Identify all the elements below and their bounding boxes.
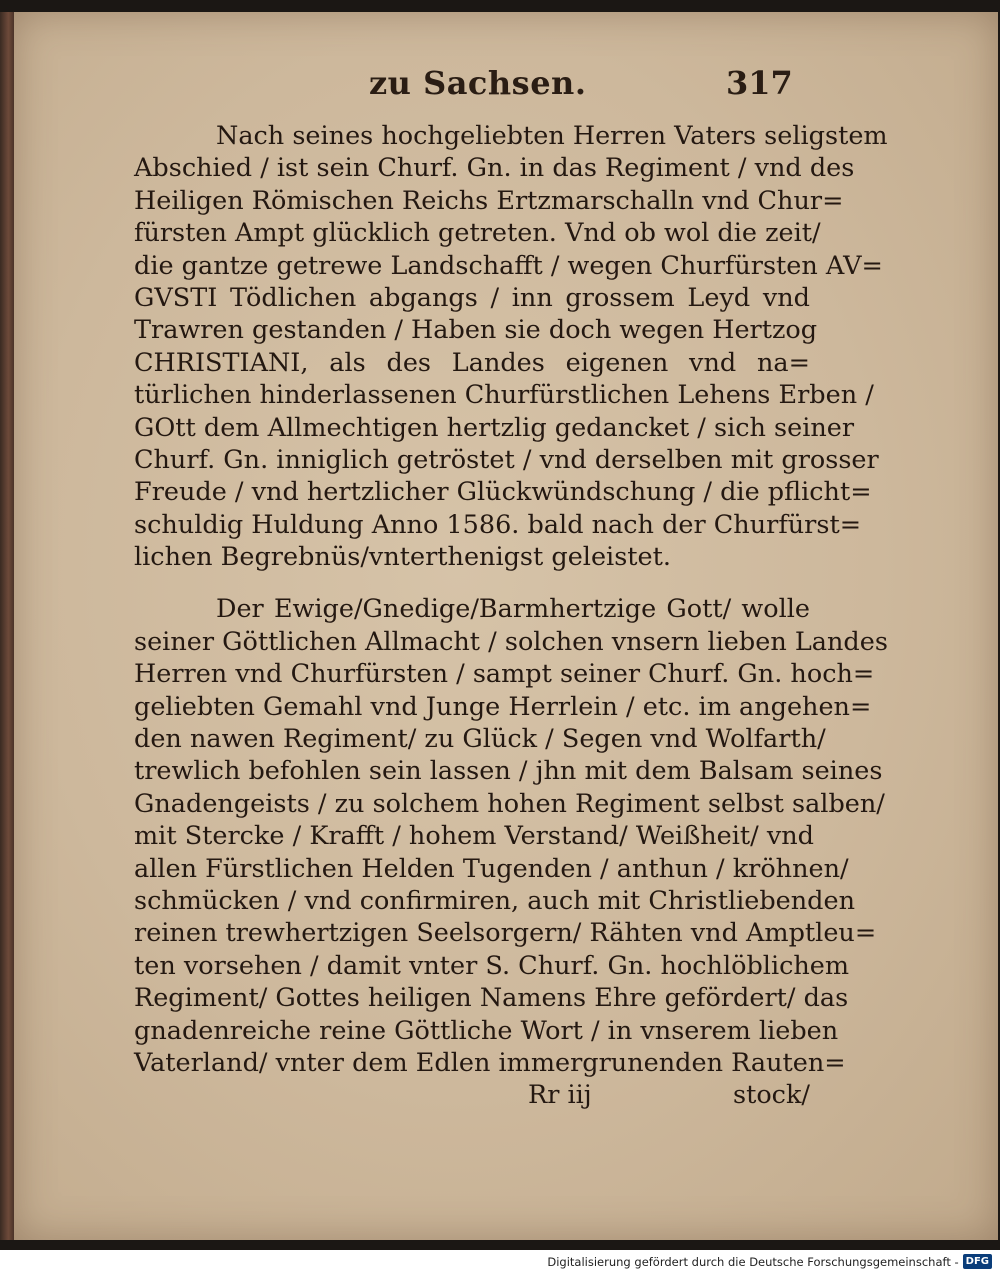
text-line: GVSTI Tödlichen abgangs / inn grossem Leyd vnd xyxy=(134,282,810,313)
text-line: ten vorsehen / damit vnter S. Churf. Gn. hochlöblichem xyxy=(134,950,850,981)
text-line: Freude / vnd hertzlicher Glückwündschung / die pflicht= xyxy=(134,477,872,508)
catchword: stock/ xyxy=(732,1080,810,1110)
text-line: trewlich befohlen sein lassen / jhn mit dem Balsam seines xyxy=(134,756,883,787)
text-line: fürsten Ampt glücklich getreten. Vnd ob wol die zeit/ xyxy=(134,218,821,249)
book-spine-edge xyxy=(0,12,14,1240)
text-line: mit Stercke / Krafft / hohem Verstand/ Weißheit/ vnd xyxy=(134,821,815,852)
text-line: geliebten Gemahl vnd Junge Herrlein / etc. im angehen= xyxy=(134,691,872,722)
text-line: seiner Göttlichen Allmacht / solchen vnsern lieben Landes xyxy=(134,626,888,657)
text-line: lichen Begrebnüs/vnterthenigst geleistet. xyxy=(134,542,671,573)
text-line: CHRISTIANI, als des Landes eigenen vnd na= xyxy=(134,347,810,378)
text-line: Gnadengeists / zu solchem hohen Regiment selbst salben/ xyxy=(134,788,885,819)
dfg-logo: DFG xyxy=(963,1254,992,1269)
text-line: Herren vnd Churfürsten / sampt seiner Churf. Gn. hoch= xyxy=(134,659,875,690)
book-page xyxy=(14,12,998,1240)
digitization-credit xyxy=(547,1254,992,1269)
text-line: reinen trewhertzigen Seelsorgern/ Rähten vnd Amptleu= xyxy=(134,918,877,949)
text-line: schmücken / vnd confirmiren, auch mit Christliebenden xyxy=(134,885,856,916)
page-header xyxy=(14,64,998,114)
text-line: Heiligen Römischen Reichs Ertzmarschalln vnd Chur= xyxy=(134,185,844,216)
text-line: GOtt dem Allmechtigen hertzlig gedancket / sich seiner xyxy=(134,412,855,443)
text-line: Der Ewige/Gnedige/Barmhertzige Gott/ wolle xyxy=(216,594,810,625)
text-line: die gantze getrewe Landschafft / wegen Churfürsten AV= xyxy=(134,250,883,281)
text-line: allen Fürstlichen Helden Tugenden / anthun / kröhnen/ xyxy=(134,853,849,884)
running-head: zu Sachsen. xyxy=(369,64,587,102)
paragraph xyxy=(134,120,888,573)
paragraph xyxy=(134,593,888,1079)
signature-mark: Rr iij xyxy=(528,1080,592,1110)
text-line: Nach seines hochgeliebten Herren Vaters seligstem xyxy=(216,121,888,151)
text-line: Regiment/ Gottes heiligen Namens Ehre gefördert/ das xyxy=(134,983,849,1014)
credit-text: Digitalisierung gefördert durch die Deutsche Forschungsgemeinschaft - xyxy=(547,1254,959,1269)
text-line: Trawren gestanden / Haben sie doch wegen Hertzog xyxy=(134,315,818,346)
body-text xyxy=(134,120,888,1079)
text-line: Churf. Gn. inniglich getröstet / vnd derselben mit grosser xyxy=(134,444,879,475)
text-line: Abschied / ist sein Churf. Gn. in das Regiment / vnd des xyxy=(134,153,855,184)
text-line: schuldig Huldung Anno 1586. bald nach der Churfürst= xyxy=(134,509,862,540)
text-line: türlichen hinderlassenen Churfürstlichen Lehens Erben / xyxy=(134,380,874,411)
page-footer xyxy=(134,1080,810,1120)
page-number: 317 xyxy=(726,64,793,102)
text-line: den nawen Regiment/ zu Glück / Segen vnd Wolfarth/ xyxy=(134,724,826,755)
text-line: gnadenreiche reine Göttliche Wort / in vnserem lieben xyxy=(134,1015,839,1046)
text-line: Vaterland/ vnter dem Edlen immergrunenden Rauten= xyxy=(134,1047,846,1078)
